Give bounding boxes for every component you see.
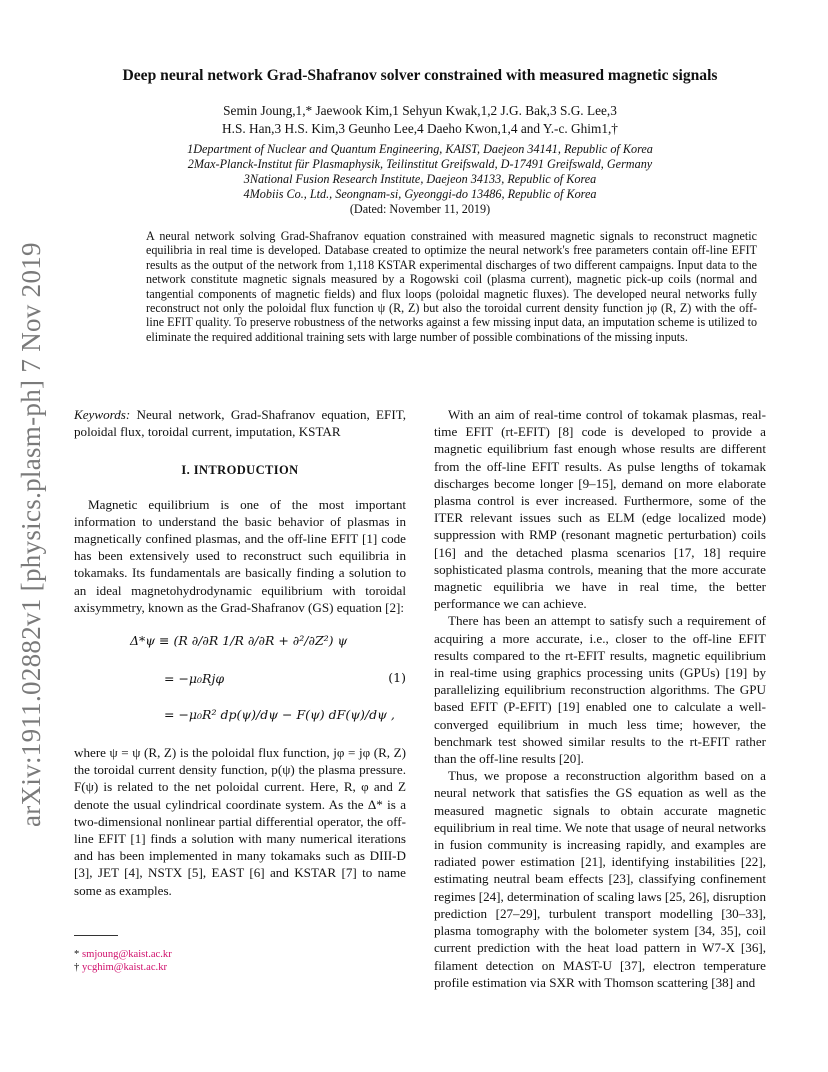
paper-page bbox=[74, 66, 766, 990]
right-paragraph-1: With an aim of real-time control of tokamak plasmas, real-time EFIT (rt-EFIT) [8] code is developed to provide a magnetic equilibrium fast enough whose results are different from the off-line EFIT results. As pulse lengths of tokamak discharges become longer [9–15], demand on more elaborate plasma control is ever increased. Furthermore, some of the ITER relevant issues such as ELM (edge localized mode) suppression with RMP (resonant magnetic perturbation) coils [16] and the detached plasma scenarios [17, 18] require sophisticated plasma controls, meaning that the more accurate magnetic equilibria we have in real time, the better performance we can achieve. bbox=[434, 407, 766, 612]
right-paragraph-2: There has been an attempt to satisfy such a requirement of acquiring a more accurate, i.e., closer to the off-line EFIT results compared to the rt-EFIT results, magnetic equilibrium in real-time using graphics processing units (GPUs) [19] by parallelizing equilibrium reconstruction algorithms. The GPU based EFIT (P-EFIT) [19] enabled one to calculate a well-converged equilibrium in much less time; however, the benchmark test showed similar results to the rt-EFIT rather than the off-line results [20]. bbox=[434, 613, 766, 767]
footnote-2 bbox=[74, 961, 406, 974]
affiliation-1: 1Department of Nuclear and Quantum Engineering, KAIST, Daejeon 34141, Republic of Korea bbox=[187, 142, 653, 156]
affiliation-3: 3National Fusion Research Institute, Daejeon 34133, Republic of Korea bbox=[243, 172, 597, 186]
section-heading: I. INTRODUCTION bbox=[181, 463, 299, 478]
intro-paragraph-2: where ψ = ψ (R, Z) is the poloidal flux function, jφ = jφ (R, Z) the toroidal current density function, p(ψ) the plasma pressure. F(ψ) is related to the net poloidal current. Here, R, φ and Z denote the usual cylindrical coordinate system. As the Δ* is a two-dimensional nonlinear partial differential operator, the off-line EFIT [1] finds a solution with many numerical iterations and has been implemented in many tokamaks such as DIII-D [3], JET [4], NSTX [5], EAST [6] and KSTAR [7] to name some as examples. bbox=[74, 745, 406, 898]
footnote-mark-2: † bbox=[74, 961, 80, 973]
author-list bbox=[74, 102, 766, 138]
affiliations bbox=[74, 142, 766, 202]
authors-line-2: H.S. Han,3 H.S. Kim,3 Geunho Lee,4 Daeho Kwon,1,4 and Y.-c. Ghim1,† bbox=[222, 121, 618, 136]
left-column bbox=[74, 406, 406, 974]
right-column bbox=[434, 406, 766, 991]
footnote-rule bbox=[74, 935, 118, 936]
equation-line-3: = −μ₀R² dp(ψ)/dψ − F(ψ) dF(ψ)/dψ , bbox=[164, 707, 395, 723]
authors-line-1: Semin Joung,1,* Jaewook Kim,1 Sehyun Kwak,1,2 J.G. Bak,3 S.G. Lee,3 bbox=[223, 103, 617, 118]
footnote-1 bbox=[74, 948, 406, 961]
intro-paragraph-1: Magnetic equilibrium is one of the most important information to understand the basic behavior of plasmas in magnetically confined plasmas, and the off-line EFIT [1] code has been extensively used to reconstruct such equilibria in tokamaks. Its fundamentals are basically finding a solution to an ideal magnetohydrodynamic equilibrium with toroidal axisymmetry, known as the Grad-Shafranov (GS) equation [2]: bbox=[74, 496, 406, 615]
right-paragraph-3: Thus, we propose a reconstruction algorithm based on a neural network that satisfies the GS equation as well as the measured magnetic signals to obtain accurate magnetic equilibrium in real time. We note that usage of neural networks in fusion community is increasing rapidly, and examples are radiated power estimation [21], identifying instabilities [22], estimating neutral beam effects [23], classifying confinement regimes [24], determination of scaling laws [25, 26], disruption prediction [27–29], turbulent transport modelling [30–33], plasma tomography with the bolometer system [34, 35], coil current prediction with the heat load pattern in W7-X [36], filament detection on MAST-U [37], electron temperature profile estimation via SXR with Thomson scattering [38] and bbox=[434, 768, 766, 990]
date-line: (Dated: November 11, 2019) bbox=[349, 202, 491, 216]
keywords-label: Keywords: bbox=[74, 407, 131, 422]
equation-line-2: = −μ₀Rjφ bbox=[164, 671, 225, 687]
arxiv-identifier: arXiv:1911.02882v1 [physics.plasm-ph] 7 Nov 2019 bbox=[16, 242, 46, 827]
equation-number: (1) bbox=[388, 670, 406, 686]
footnote-mark-1: * bbox=[74, 948, 80, 960]
equation-line-1: Δ*ψ ≡ (R ∂/∂R 1/R ∂/∂R + ∂²/∂Z²) ψ bbox=[130, 633, 348, 649]
paper-title: Deep neural network Grad-Shafranov solver constrained with measured magnetic signals bbox=[122, 67, 718, 84]
affiliation-2: 2Max-Planck-Institut für Plasmaphysik, Teilinstitut Greifswald, D-17491 Greifswald, Germany bbox=[187, 157, 653, 171]
abstract: A neural network solving Grad-Shafranov equation constrained with measured magnetic signals to reconstruct magnetic equilibria in real time is developed. Database created to optimize the neural network's free parameters contain off-line EFIT results as the output of the network from 1,118 KSTAR experimental discharges of two different campaigns. Input data to the network constitute magnetic signals measured by a Rogowski coil (plasma current), magnetic pick-up coils (normal and tangential components of magnetic fields) and flux loops (poloidal magnetic fluxes). The developed neural networks fully reconstruct not only the poloidal flux function ψ (R, Z) but also the toroidal current density function jφ (R, Z) with the off-line EFIT quality. To preserve robustness of the networks against a few missing input data, an imputation scheme is utilized to eliminate the required additional training sets with large number of possible combinations of the missing inputs. bbox=[146, 229, 757, 344]
keywords bbox=[74, 406, 406, 440]
affiliation-4: 4Mobiis Co., Ltd., Seongnam-si, Gyeonggi-do 13486, Republic of Korea bbox=[243, 187, 597, 201]
email-link-1[interactable]: smjoung@kaist.ac.kr bbox=[81, 948, 172, 960]
email-link-2[interactable]: ycghim@kaist.ac.kr bbox=[81, 961, 168, 973]
grad-shafranov-equation bbox=[74, 626, 406, 736]
keywords-text: Neural network, Grad-Shafranov equation, EFIT, poloidal flux, toroidal current, imputation, KSTAR bbox=[74, 407, 406, 440]
